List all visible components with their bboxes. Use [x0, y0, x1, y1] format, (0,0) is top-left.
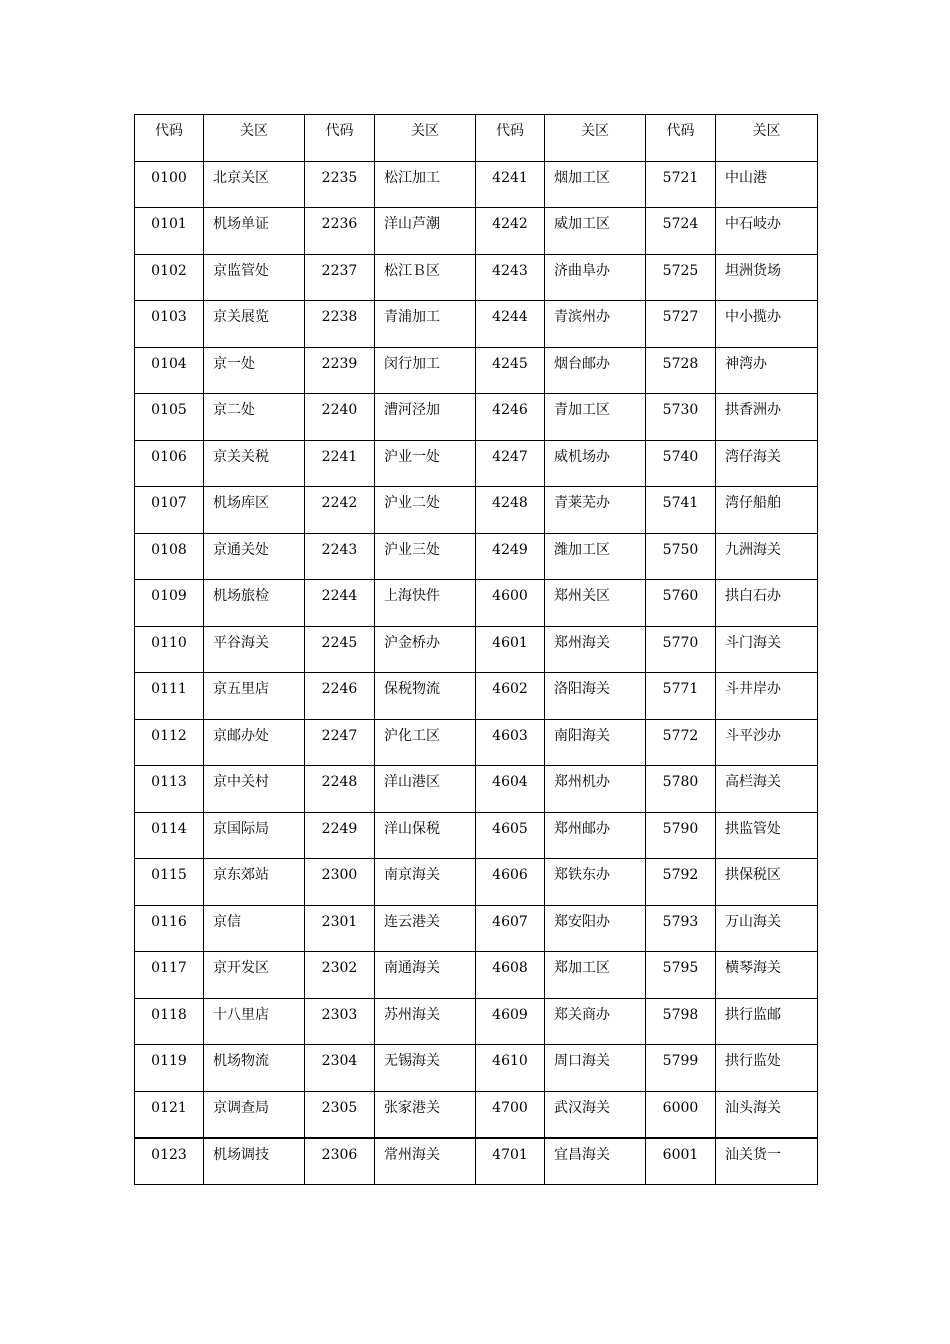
code-cell: 0115 — [135, 859, 204, 906]
customs-area-cell: 京信 — [204, 905, 305, 952]
code-cell: 2243 — [305, 533, 375, 580]
table-row — [135, 1138, 818, 1185]
code-cell: 0107 — [135, 487, 204, 534]
code-cell: 4601 — [476, 626, 545, 673]
customs-area-cell: 斗平沙办 — [716, 719, 818, 766]
code-cell: 5741 — [646, 487, 716, 534]
code-cell: 4600 — [476, 580, 545, 627]
customs-area-cell: 南阳海关 — [545, 719, 646, 766]
table-body — [135, 115, 818, 1185]
customs-area-cell: 湾仔海关 — [716, 440, 818, 487]
table-row — [135, 301, 818, 348]
code-cell: 4248 — [476, 487, 545, 534]
code-cell: 6000 — [646, 1091, 716, 1138]
customs-area-cell: 神湾办 — [716, 347, 818, 394]
header-cell: 关区 — [545, 115, 646, 162]
customs-area-cell: 斗门海关 — [716, 626, 818, 673]
customs-area-cell: 拱行监邮 — [716, 998, 818, 1045]
code-cell: 2303 — [305, 998, 375, 1045]
customs-area-cell: 机场调技 — [204, 1138, 305, 1185]
customs-area-cell: 漕河泾加 — [375, 394, 476, 441]
code-cell: 5740 — [646, 440, 716, 487]
table-row — [135, 998, 818, 1045]
table-row — [135, 161, 818, 208]
code-cell: 5721 — [646, 161, 716, 208]
code-cell: 4244 — [476, 301, 545, 348]
code-cell: 4610 — [476, 1045, 545, 1092]
customs-area-cell: 十八里店 — [204, 998, 305, 1045]
customs-area-cell: 常州海关 — [375, 1138, 476, 1185]
customs-area-cell: 坦洲货场 — [716, 254, 818, 301]
table-row — [135, 254, 818, 301]
table-row — [135, 1045, 818, 1092]
customs-area-cell: 松江加工 — [375, 161, 476, 208]
code-cell: 5724 — [646, 208, 716, 255]
code-cell: 5728 — [646, 347, 716, 394]
table-row — [135, 812, 818, 859]
code-cell: 4605 — [476, 812, 545, 859]
customs-area-cell: 上海快件 — [375, 580, 476, 627]
code-cell: 0119 — [135, 1045, 204, 1092]
customs-area-cell: 拱保税区 — [716, 859, 818, 906]
code-cell: 2244 — [305, 580, 375, 627]
code-cell: 0117 — [135, 952, 204, 999]
code-cell: 4602 — [476, 673, 545, 720]
code-cell: 5772 — [646, 719, 716, 766]
code-cell: 4604 — [476, 766, 545, 813]
customs-area-cell: 沪金桥办 — [375, 626, 476, 673]
code-cell: 5790 — [646, 812, 716, 859]
customs-area-cell: 南通海关 — [375, 952, 476, 999]
code-cell: 4606 — [476, 859, 545, 906]
code-cell: 0110 — [135, 626, 204, 673]
customs-area-cell: 横琴海关 — [716, 952, 818, 999]
code-cell: 5750 — [646, 533, 716, 580]
code-cell: 2235 — [305, 161, 375, 208]
customs-area-cell: 沪业一处 — [375, 440, 476, 487]
customs-area-cell: 青莱芜办 — [545, 487, 646, 534]
customs-area-cell: 松江Ｂ区 — [375, 254, 476, 301]
code-cell: 2238 — [305, 301, 375, 348]
header-cell: 关区 — [375, 115, 476, 162]
code-cell: 0101 — [135, 208, 204, 255]
code-cell: 5793 — [646, 905, 716, 952]
code-cell: 2304 — [305, 1045, 375, 1092]
code-cell: 5727 — [646, 301, 716, 348]
code-cell: 5798 — [646, 998, 716, 1045]
customs-area-cell: 北京关区 — [204, 161, 305, 208]
customs-area-cell: 机场单证 — [204, 208, 305, 255]
customs-area-cell: 京关关税 — [204, 440, 305, 487]
code-cell: 4246 — [476, 394, 545, 441]
table-row — [135, 952, 818, 999]
code-cell: 6001 — [646, 1138, 716, 1185]
table-row — [135, 440, 818, 487]
code-cell: 2239 — [305, 347, 375, 394]
table-row — [135, 1091, 818, 1138]
code-cell: 2300 — [305, 859, 375, 906]
customs-area-cell: 保税物流 — [375, 673, 476, 720]
code-cell: 4247 — [476, 440, 545, 487]
code-cell: 2306 — [305, 1138, 375, 1185]
customs-area-cell: 万山海关 — [716, 905, 818, 952]
customs-area-cell: 高栏海关 — [716, 766, 818, 813]
table-row — [135, 673, 818, 720]
code-cell: 4607 — [476, 905, 545, 952]
code-cell: 5799 — [646, 1045, 716, 1092]
code-cell: 2245 — [305, 626, 375, 673]
table-row — [135, 580, 818, 627]
table-header-row — [135, 115, 818, 162]
customs-area-cell: 汕头海关 — [716, 1091, 818, 1138]
code-cell: 4701 — [476, 1138, 545, 1185]
customs-area-cell: 京开发区 — [204, 952, 305, 999]
header-cell: 代码 — [476, 115, 545, 162]
customs-area-cell: 无锡海关 — [375, 1045, 476, 1092]
customs-area-cell: 斗井岸办 — [716, 673, 818, 720]
code-cell: 0102 — [135, 254, 204, 301]
customs-area-cell: 京国际局 — [204, 812, 305, 859]
code-cell: 0113 — [135, 766, 204, 813]
customs-area-cell: 威机场办 — [545, 440, 646, 487]
code-cell: 5730 — [646, 394, 716, 441]
code-cell: 2242 — [305, 487, 375, 534]
table-row — [135, 394, 818, 441]
table-row — [135, 347, 818, 394]
customs-area-cell: 洋山港区 — [375, 766, 476, 813]
code-cell: 0109 — [135, 580, 204, 627]
header-cell: 代码 — [135, 115, 204, 162]
table-row — [135, 859, 818, 906]
customs-area-cell: 京调查局 — [204, 1091, 305, 1138]
customs-area-cell: 烟加工区 — [545, 161, 646, 208]
customs-area-cell: 洛阳海关 — [545, 673, 646, 720]
customs-area-cell: 洋山芦潮 — [375, 208, 476, 255]
customs-area-cell: 拱行监处 — [716, 1045, 818, 1092]
customs-area-cell: 汕关货一 — [716, 1138, 818, 1185]
code-cell: 4249 — [476, 533, 545, 580]
code-cell: 2241 — [305, 440, 375, 487]
customs-area-cell: 沪业三处 — [375, 533, 476, 580]
code-cell: 0105 — [135, 394, 204, 441]
code-cell: 4608 — [476, 952, 545, 999]
customs-area-cell: 郑州机办 — [545, 766, 646, 813]
code-cell: 2249 — [305, 812, 375, 859]
customs-area-cell: 京监管处 — [204, 254, 305, 301]
code-cell: 5760 — [646, 580, 716, 627]
customs-area-cell: 苏州海关 — [375, 998, 476, 1045]
code-cell: 2246 — [305, 673, 375, 720]
code-cell: 0118 — [135, 998, 204, 1045]
code-cell: 2247 — [305, 719, 375, 766]
code-cell: 5795 — [646, 952, 716, 999]
customs-area-cell: 湾仔船舶 — [716, 487, 818, 534]
table-row — [135, 487, 818, 534]
customs-area-cell: 机场物流 — [204, 1045, 305, 1092]
customs-area-cell: 郑安阳办 — [545, 905, 646, 952]
code-cell: 4700 — [476, 1091, 545, 1138]
code-cell: 2301 — [305, 905, 375, 952]
header-cell: 关区 — [716, 115, 818, 162]
table-row — [135, 766, 818, 813]
customs-code-table — [134, 114, 818, 1185]
customs-area-cell: 京中关村 — [204, 766, 305, 813]
customs-area-cell: 中石岐办 — [716, 208, 818, 255]
code-cell: 4245 — [476, 347, 545, 394]
code-cell: 4243 — [476, 254, 545, 301]
code-cell: 4241 — [476, 161, 545, 208]
customs-area-cell: 九洲海关 — [716, 533, 818, 580]
customs-area-cell: 宜昌海关 — [545, 1138, 646, 1185]
customs-area-cell: 京关展览 — [204, 301, 305, 348]
code-cell: 0104 — [135, 347, 204, 394]
customs-area-cell: 中小揽办 — [716, 301, 818, 348]
customs-area-cell: 机场库区 — [204, 487, 305, 534]
customs-area-cell: 洋山保税 — [375, 812, 476, 859]
customs-area-cell: 拱白石办 — [716, 580, 818, 627]
customs-area-cell: 武汉海关 — [545, 1091, 646, 1138]
code-cell: 2236 — [305, 208, 375, 255]
code-cell: 2305 — [305, 1091, 375, 1138]
customs-area-cell: 闵行加工 — [375, 347, 476, 394]
code-cell: 0108 — [135, 533, 204, 580]
code-cell: 0100 — [135, 161, 204, 208]
code-cell: 4609 — [476, 998, 545, 1045]
code-cell: 5771 — [646, 673, 716, 720]
code-cell: 0112 — [135, 719, 204, 766]
customs-area-cell: 沪业二处 — [375, 487, 476, 534]
table-row — [135, 719, 818, 766]
customs-area-cell: 青浦加工 — [375, 301, 476, 348]
table-row — [135, 533, 818, 580]
customs-area-cell: 郑关商办 — [545, 998, 646, 1045]
customs-area-cell: 京东郊站 — [204, 859, 305, 906]
customs-area-cell: 京通关处 — [204, 533, 305, 580]
customs-area-cell: 京邮办处 — [204, 719, 305, 766]
code-cell: 0121 — [135, 1091, 204, 1138]
customs-area-cell: 机场旅检 — [204, 580, 305, 627]
customs-area-cell: 青加工区 — [545, 394, 646, 441]
code-cell: 5770 — [646, 626, 716, 673]
customs-area-cell: 青滨州办 — [545, 301, 646, 348]
customs-area-cell: 威加工区 — [545, 208, 646, 255]
table-row — [135, 208, 818, 255]
code-cell: 0116 — [135, 905, 204, 952]
header-cell: 代码 — [646, 115, 716, 162]
code-cell: 0123 — [135, 1138, 204, 1185]
header-cell: 代码 — [305, 115, 375, 162]
customs-area-cell: 平谷海关 — [204, 626, 305, 673]
code-cell: 5792 — [646, 859, 716, 906]
code-cell: 0103 — [135, 301, 204, 348]
customs-area-cell: 郑州海关 — [545, 626, 646, 673]
code-cell: 5780 — [646, 766, 716, 813]
customs-area-cell: 郑州邮办 — [545, 812, 646, 859]
customs-area-cell: 张家港关 — [375, 1091, 476, 1138]
customs-area-cell: 郑加工区 — [545, 952, 646, 999]
code-cell: 5725 — [646, 254, 716, 301]
header-cell: 关区 — [204, 115, 305, 162]
customs-area-cell: 京一处 — [204, 347, 305, 394]
customs-area-cell: 沪化工区 — [375, 719, 476, 766]
customs-area-cell: 京五里店 — [204, 673, 305, 720]
customs-area-cell: 潍加工区 — [545, 533, 646, 580]
code-cell: 0106 — [135, 440, 204, 487]
customs-area-cell: 郑铁东办 — [545, 859, 646, 906]
customs-area-cell: 南京海关 — [375, 859, 476, 906]
code-cell: 2237 — [305, 254, 375, 301]
customs-area-cell: 济曲阜办 — [545, 254, 646, 301]
code-cell: 4242 — [476, 208, 545, 255]
code-cell: 0114 — [135, 812, 204, 859]
customs-area-cell: 京二处 — [204, 394, 305, 441]
customs-area-cell: 拱监管处 — [716, 812, 818, 859]
code-cell: 2248 — [305, 766, 375, 813]
table-row — [135, 626, 818, 673]
customs-area-cell: 周口海关 — [545, 1045, 646, 1092]
customs-area-cell: 烟台邮办 — [545, 347, 646, 394]
customs-area-cell: 拱香洲办 — [716, 394, 818, 441]
customs-area-cell: 连云港关 — [375, 905, 476, 952]
code-cell: 2240 — [305, 394, 375, 441]
code-cell: 0111 — [135, 673, 204, 720]
table-row — [135, 905, 818, 952]
code-cell: 2302 — [305, 952, 375, 999]
customs-area-cell: 中山港 — [716, 161, 818, 208]
code-cell: 4603 — [476, 719, 545, 766]
customs-area-cell: 郑州关区 — [545, 580, 646, 627]
